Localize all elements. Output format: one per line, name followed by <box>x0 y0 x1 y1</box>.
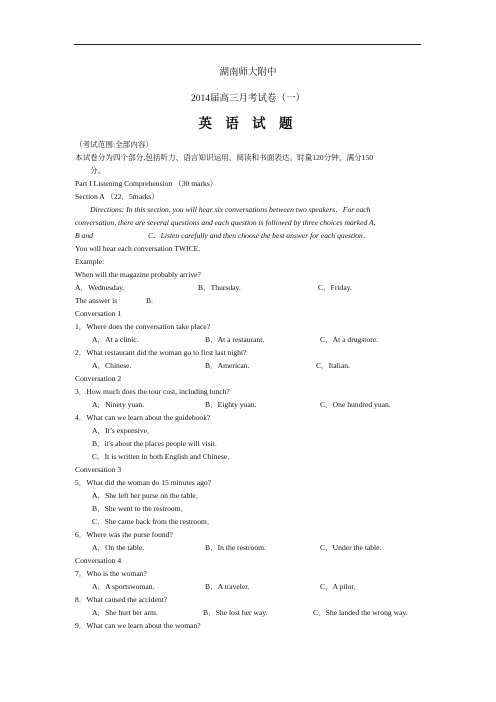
q3-option-c: C．One hundred yuan. <box>320 400 391 409</box>
q6-option-c: C．Under the table. <box>320 543 382 552</box>
example-question: When will the magazine probably arrive? <box>75 270 201 279</box>
answer-value: B. <box>146 296 153 305</box>
question-2: 2．What restaurant did the woman go to first last night? <box>75 348 247 357</box>
example-option-a: A．Wednesday. <box>75 283 125 292</box>
conversation-3-heading: Conversation 3 <box>75 465 122 474</box>
q6-option-a: A．On the table. <box>92 543 145 552</box>
exam-description-cont: 分。 <box>90 166 106 175</box>
q5-option-a: A．She left her purse on the table． <box>92 491 204 500</box>
twice-note: You will hear each conversation TWICE. <box>75 244 201 253</box>
directions-line-1: Directions: In this section, you will hear six conversations between two speakers．For each <box>90 205 371 214</box>
example-option-c: C．Friday. <box>318 283 352 292</box>
q3-option-a: A．Ninety yuan. <box>92 400 145 409</box>
question-4: 4．What can we learn about the guidebook? <box>75 413 211 422</box>
directions-line-3a: B and <box>75 231 93 240</box>
q2-option-b: B．American. <box>205 361 250 370</box>
conversation-1-heading: Conversation 1 <box>75 309 122 318</box>
exam-scope: （考试范围:全部内容） <box>75 140 154 149</box>
q7-option-a: A．A sportswoman. <box>92 582 155 591</box>
q1-option-a: A．At a clinic. <box>92 335 139 344</box>
question-1: 1．Where does the conversation take place? <box>75 322 211 331</box>
example-option-b: B．Thursday. <box>198 283 241 292</box>
question-6: 6．Where was the purse found? <box>75 530 173 539</box>
q5-option-c: C．She came back from the restroom． <box>92 517 215 526</box>
directions-line-3b: C．Listen carefully and then choose the best answer for each question． <box>148 231 371 240</box>
q8-option-a: A．She hurt her arm. <box>92 608 158 617</box>
directions-line-2: conversation, there are several questions and each question is followed by three choices marked A, <box>75 218 376 227</box>
q7-option-c: C．A pilot． <box>320 582 362 591</box>
school-name: 湖南师大附中 <box>219 68 277 78</box>
q8-option-c: C．She landed the wrong way. <box>313 608 408 617</box>
question-7: 7．Who is the woman? <box>75 569 147 578</box>
subject-title: 英 语 试 题 <box>198 116 298 131</box>
q2-option-a: A．Chinese. <box>92 361 132 370</box>
q1-option-c: C．At a drugstore. <box>320 335 378 344</box>
question-5: 5．What did the woman do 15 minutes ago? <box>75 478 212 487</box>
q7-option-b: B．A traveler. <box>205 582 250 591</box>
section-title: Section A （22．5marks） <box>75 192 159 201</box>
q8-option-b: B．She lost her way. <box>203 608 268 617</box>
q6-option-b: B．In the restroom. <box>205 543 266 552</box>
exam-title: 2014届高三月考试卷（一） <box>190 94 305 104</box>
conversation-2-heading: Conversation 2 <box>75 374 122 383</box>
answer-label: The answer is <box>75 296 118 305</box>
q1-option-b: B．At a restaurant. <box>205 335 265 344</box>
conversation-4-heading: Conversation 4 <box>75 556 122 565</box>
q4-option-b: B．it's about the places people will visit. <box>92 439 217 448</box>
q4-option-a: A．It’s expensive． <box>92 426 155 435</box>
q2-option-c: C．Italian. <box>316 361 350 370</box>
q5-option-b: B．She went to the restroom． <box>92 504 189 513</box>
exam-description: 本试卷分为四个部分,包括听力、语言知识运用、阅读和书面表达。时量120分钟。满分150 <box>75 153 374 162</box>
question-9: 9．What can we learn about the woman? <box>75 621 201 630</box>
question-8: 8．What caused the accident? <box>75 595 168 604</box>
example-label: Example: <box>75 257 105 266</box>
header-rule <box>74 44 421 45</box>
q3-option-b: B．Eighty yuan. <box>205 400 257 409</box>
question-3: 3．How much does the tour cost, including lunch? <box>75 387 230 396</box>
q4-option-c: C．It is written in both English and Chinese． <box>92 452 235 461</box>
part-title: Part I Listening Comprehension （30 marks） <box>75 179 218 188</box>
